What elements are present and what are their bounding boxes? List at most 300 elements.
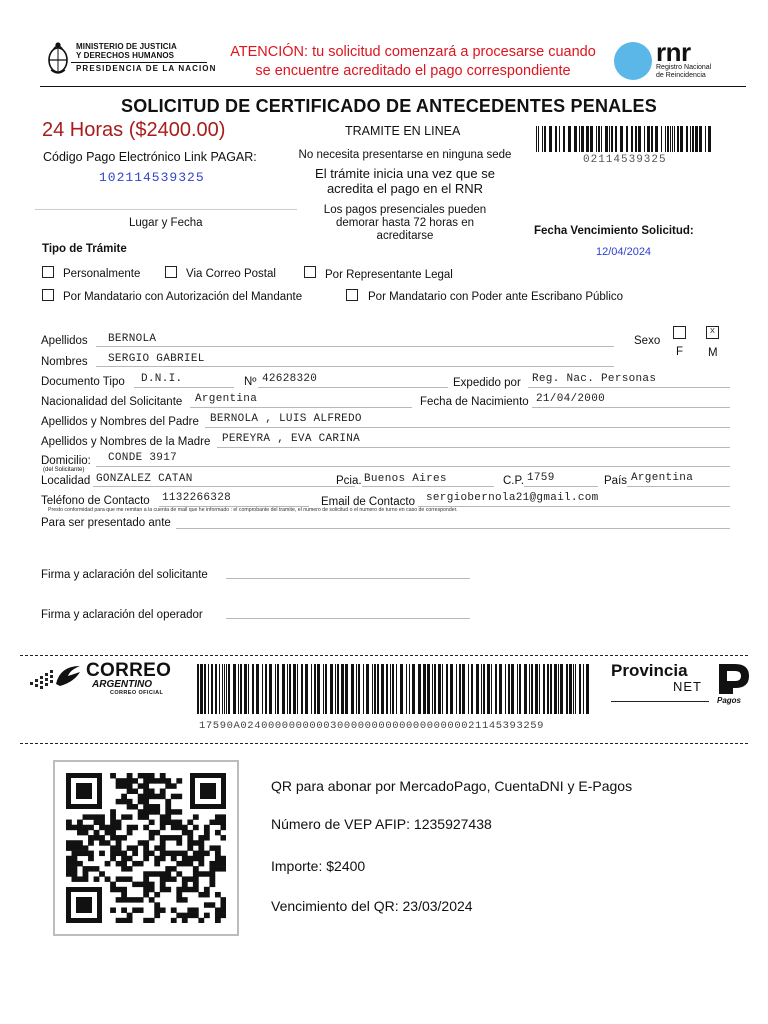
qr-module: [149, 804, 155, 809]
nacionalidad-value: Argentina: [195, 393, 258, 405]
barcode-bar: [282, 664, 285, 714]
qr-module: [110, 882, 116, 887]
tramite-en-linea: TRAMITE EN LINEA: [345, 124, 461, 138]
apellidos-value: BERNOLA: [108, 333, 157, 345]
qr-module: [220, 825, 226, 830]
qr-module: [143, 809, 149, 814]
qr-module: [165, 783, 171, 788]
localidad-label: Localidad: [41, 475, 91, 487]
qr-module: [171, 835, 177, 840]
barcode-bar: [499, 664, 502, 714]
qr-module: [215, 913, 221, 918]
qr-module: [165, 809, 171, 814]
qr-module: [187, 856, 193, 861]
qr-module: [171, 825, 177, 830]
qr-module: [193, 825, 199, 830]
qr-module: [193, 851, 199, 856]
qr-module: [193, 882, 199, 887]
barcode-bar: [372, 664, 373, 714]
lugar-fecha-label: Lugar y Fecha: [129, 217, 203, 229]
qr-module: [127, 876, 133, 881]
barcode-bar: [583, 664, 584, 714]
qr-module: [88, 835, 94, 840]
qr-module: [154, 856, 160, 861]
firma-operador-label: Firma y aclaración del operador: [41, 609, 203, 621]
pagos-pres-2: demorar hasta 72 horas en: [335, 217, 475, 229]
nacionalidad-line: [190, 407, 412, 408]
qr-module: [171, 820, 177, 825]
barcode-bar: [248, 664, 249, 714]
barcode-bar: [601, 126, 602, 152]
qr-module: [116, 851, 122, 856]
barcode-bar: [563, 126, 565, 152]
pagos-p-logo-icon: [715, 662, 751, 694]
rnr-sub-2: de Reincidencia: [656, 71, 706, 79]
qr-module: [83, 814, 89, 819]
barcode-bar: [481, 664, 482, 714]
qr-module: [209, 876, 215, 881]
qr-module: [176, 861, 182, 866]
qr-module: [143, 876, 149, 881]
qr-module: [215, 856, 221, 861]
qr-module: [209, 820, 215, 825]
qr-module: [116, 840, 122, 845]
qr-module: [127, 814, 133, 819]
qr-module: [165, 876, 171, 881]
qr-module: [215, 866, 221, 871]
barcode-bar: [708, 126, 711, 152]
qr-module: [198, 856, 204, 861]
mercadopago-qr-code[interactable]: [66, 773, 226, 923]
qr-module: [110, 887, 116, 892]
barcode-bar: [471, 664, 473, 714]
qr-module: [198, 835, 204, 840]
barcode-bar: [277, 664, 279, 714]
barcode-bar: [550, 664, 552, 714]
qr-module: [66, 861, 72, 866]
qr-module: [193, 913, 199, 918]
barcode-bar: [672, 126, 673, 152]
qr-module: [193, 907, 199, 912]
qr-module: [116, 835, 122, 840]
barcode-bar: [396, 664, 397, 714]
barcode-bar: [538, 126, 539, 152]
qr-module: [88, 825, 94, 830]
qr-module: [165, 866, 171, 871]
checkbox-representante[interactable]: [304, 266, 316, 278]
qr-module: [132, 897, 138, 902]
nombres-line: [96, 366, 614, 367]
barcode-bar: [377, 664, 379, 714]
barcode-bar: [297, 664, 298, 714]
firma-solicitante-label: Firma y aclaración del solicitante: [41, 569, 208, 581]
barcode-bar: [459, 664, 461, 714]
qr-module: [149, 851, 155, 856]
barcode-bar: [208, 664, 209, 714]
qr-module: [77, 830, 83, 835]
opt-personalmente-label: Personalmente: [63, 268, 141, 280]
barcode-bar: [483, 664, 485, 714]
doc-tipo-line: [134, 387, 234, 388]
qr-module: [187, 830, 193, 835]
qr-module: [160, 845, 166, 850]
qr-module: [193, 887, 199, 892]
opt-correo-label: Via Correo Postal: [186, 268, 276, 280]
localidad-line: [93, 486, 355, 487]
qr-module: [99, 820, 105, 825]
barcode-bar: [544, 126, 546, 152]
qr-module: [160, 876, 166, 881]
qr-module: [83, 830, 89, 835]
barcode-bar: [211, 664, 213, 714]
qr-module: [110, 830, 116, 835]
qr-module: [204, 825, 210, 830]
barcode-bar: [358, 664, 360, 714]
telefono-value: 1132266328: [162, 492, 232, 504]
barcode-bar: [197, 664, 199, 714]
qr-module: [132, 861, 138, 866]
presentado-label: Para ser presentado ante: [41, 517, 171, 529]
qr-module: [77, 861, 83, 866]
qr-module: [187, 835, 193, 840]
barcode-bar: [598, 126, 600, 152]
barcode-bar: [226, 664, 227, 714]
qr-module: [121, 892, 127, 897]
barcode-bar: [586, 126, 589, 152]
qr-module: [220, 820, 226, 825]
qr-module: [143, 892, 149, 897]
barcode-bar: [651, 126, 653, 152]
qr-module: [99, 825, 105, 830]
firma-operador-line: [226, 618, 470, 619]
sexo-label: Sexo: [634, 335, 661, 347]
qr-module: [149, 830, 155, 835]
qr-module: [121, 907, 127, 912]
qr-module: [215, 861, 221, 866]
barcode-bar: [432, 664, 433, 714]
qr-module: [198, 871, 204, 876]
qr-module: [72, 871, 78, 876]
qr-module: [154, 778, 160, 783]
qr-module: [127, 845, 133, 850]
barcode-bar: [670, 126, 671, 152]
documento-tipo-label: Documento Tipo: [41, 376, 125, 388]
lugar-fecha-line: [35, 209, 297, 210]
padre-line: [205, 427, 730, 428]
barcode-bar: [325, 664, 327, 714]
barcode-bar: [638, 126, 641, 152]
qr-module: [143, 918, 149, 923]
barcode-bar: [330, 664, 333, 714]
qr-module: [204, 851, 210, 856]
qr-module: [143, 825, 149, 830]
telefono-label: Teléfono de Contacto: [41, 495, 150, 507]
qr-importe-text: Importe: $2400: [271, 858, 366, 874]
atencion-line-1: ATENCIÓN: tu solicitud comenzará a procesarse cuando: [230, 44, 596, 60]
madre-value: PEREYRA , EVA CARINA: [222, 433, 361, 445]
qr-module: [66, 845, 72, 850]
qr-module: [154, 809, 160, 814]
barcode-bar: [450, 664, 453, 714]
qr-module: [143, 882, 149, 887]
qr-module: [154, 794, 160, 799]
qr-module: [143, 845, 149, 850]
qr-module: [209, 871, 215, 876]
qr-module: [143, 799, 149, 804]
barcode-bar: [240, 664, 242, 714]
qr-module: [198, 840, 204, 845]
qr-module: [143, 887, 149, 892]
qr-module: [94, 866, 100, 871]
qr-module: [176, 840, 182, 845]
qr-module: [204, 835, 210, 840]
qr-module: [149, 835, 155, 840]
qr-module: [132, 845, 138, 850]
qr-module: [209, 866, 215, 871]
qr-finder-pattern: [200, 783, 216, 799]
barcode-bar: [363, 664, 364, 714]
barcode-bar: [219, 664, 220, 714]
barcode-bar: [491, 664, 492, 714]
qr-module: [143, 871, 149, 876]
barcode-bar: [581, 126, 584, 152]
qr-module: [127, 913, 133, 918]
qr-module: [110, 809, 116, 814]
checkbox-sexo-f[interactable]: [673, 326, 686, 339]
barcode-bar: [559, 126, 560, 152]
barcode-bar: [511, 664, 514, 714]
qr-module: [143, 783, 149, 788]
barcode-bar: [620, 126, 623, 152]
qr-module: [187, 840, 193, 845]
apellidos-label: Apellidos: [41, 335, 88, 347]
qr-module: [88, 814, 94, 819]
documento-tipo-value: D.N.I.: [141, 373, 183, 385]
qr-module: [143, 840, 149, 845]
qr-module: [99, 835, 105, 840]
qr-module: [165, 778, 171, 783]
qr-module: [77, 845, 83, 850]
barcode-bar: [579, 126, 580, 152]
qr-module: [110, 851, 116, 856]
qr-module: [66, 825, 72, 830]
qr-module: [204, 887, 210, 892]
qr-module: [171, 876, 177, 881]
barcode-bar: [351, 664, 354, 714]
qr-module: [132, 778, 138, 783]
vencimiento-label: Fecha Vencimiento Solicitud:: [534, 225, 694, 237]
qr-module: [99, 840, 105, 845]
qr-module: [110, 825, 116, 830]
barcode-bar: [311, 664, 312, 714]
checkbox-mandatario-poder[interactable]: [346, 289, 358, 301]
qr-module: [220, 835, 226, 840]
barcode-bar: [215, 664, 217, 714]
qr-module: [198, 851, 204, 856]
qr-module: [215, 918, 221, 923]
qr-module: [143, 851, 149, 856]
tramite-inicia: [275, 166, 535, 196]
checkbox-sexo-m[interactable]: [706, 326, 719, 339]
qr-module: [66, 871, 72, 876]
barcode-bar: [524, 664, 527, 714]
qr-module: [160, 840, 166, 845]
correo-argentino-logo-icon: [30, 662, 84, 690]
barcode-bar: [233, 664, 236, 714]
checkbox-personalmente[interactable]: [42, 266, 54, 278]
expedido-line: [528, 387, 730, 388]
qr-module: [132, 825, 138, 830]
barcode-bar: [692, 126, 694, 152]
barcode-bar: [626, 126, 628, 152]
top-barcode-number: 02114539325: [583, 154, 667, 166]
qr-module: [143, 804, 149, 809]
qr-module: [165, 814, 171, 819]
sexo-m-mark: x: [709, 326, 716, 336]
barcode-bar: [269, 664, 272, 714]
qr-module: [110, 835, 116, 840]
qr-module: [105, 876, 111, 881]
qr-module: [182, 825, 188, 830]
qr-module: [160, 887, 166, 892]
barcode-bar: [699, 126, 702, 152]
barcode-bar: [635, 126, 637, 152]
qr-module: [121, 876, 127, 881]
qr-module: [154, 804, 160, 809]
qr-module: [176, 809, 182, 814]
qr-module: [176, 778, 182, 783]
doc-num-label: Nº: [244, 376, 257, 388]
correo-name: CORREO: [86, 660, 172, 681]
tipo-tramite-label: Tipo de Trámite: [42, 243, 127, 255]
qr-module: [176, 851, 182, 856]
qr-module: [83, 845, 89, 850]
barcode-bar: [590, 126, 593, 152]
qr-module: [220, 907, 226, 912]
cp-line: [524, 486, 598, 487]
qr-module: [149, 871, 155, 876]
barcode-bar: [434, 664, 436, 714]
qr-module: [182, 882, 188, 887]
ministry-line-2: Y DERECHOS HUMANOS: [76, 51, 175, 60]
qr-module: [77, 851, 83, 856]
codigo-pago-value: 102114539325: [99, 170, 205, 185]
doc-num-value: 42628320: [262, 373, 318, 385]
qr-module: [127, 773, 133, 778]
qr-module: [149, 882, 155, 887]
qr-module: [88, 856, 94, 861]
barcode-bar: [400, 664, 403, 714]
qr-module: [66, 856, 72, 861]
localidad-value: GONZALEZ CATAN: [96, 473, 193, 485]
provincia-text: Provincia: [611, 661, 688, 680]
presidencia-text: PRESIDENCIA DE LA NACION: [76, 64, 217, 73]
barcode-bar: [427, 664, 430, 714]
firma-solicitante-line: [226, 578, 470, 579]
pagos-presenciales: [288, 204, 522, 243]
barcode-bar: [244, 664, 247, 714]
qr-module: [171, 856, 177, 861]
qr-module: [198, 861, 204, 866]
qr-module: [116, 876, 122, 881]
qr-module: [154, 861, 160, 866]
qr-module: [149, 789, 155, 794]
qr-module: [72, 876, 78, 881]
qr-module: [182, 918, 188, 923]
payment-barcode: [197, 664, 591, 714]
qr-module: [209, 861, 215, 866]
barcode-bar: [335, 664, 336, 714]
qr-module: [88, 851, 94, 856]
qr-module: [83, 871, 89, 876]
barcode-bar: [529, 664, 530, 714]
qr-module: [127, 866, 133, 871]
barcode-bar: [293, 664, 296, 714]
pagos-text: Pagos: [717, 696, 742, 705]
barcode-bar: [547, 664, 549, 714]
qr-module: [160, 907, 166, 912]
qr-module: [165, 835, 171, 840]
qr-module: [66, 866, 72, 871]
cut-line-top: [20, 655, 748, 656]
qr-module: [127, 804, 133, 809]
atencion-line-2: se encuentre acreditado el pago correspondiente: [255, 63, 571, 79]
qr-module: [83, 876, 89, 881]
barcode-bar: [200, 664, 203, 714]
qr-module: [143, 778, 149, 783]
barcode-bar: [301, 664, 303, 714]
qr-module: [160, 851, 166, 856]
barcode-bar: [476, 664, 479, 714]
qr-module: [165, 804, 171, 809]
qr-module: [187, 913, 193, 918]
qr-module: [94, 814, 100, 819]
cut-line-bottom: [20, 743, 748, 744]
qr-module: [171, 907, 177, 912]
barcode-bar: [686, 126, 688, 152]
pcia-label: Pcia.: [336, 475, 362, 487]
barcode-bar: [287, 664, 288, 714]
qr-module: [116, 799, 122, 804]
qr-module: [138, 814, 144, 819]
cp-value: 1759: [527, 472, 555, 484]
qr-module: [149, 794, 155, 799]
barcode-bar: [406, 664, 407, 714]
barcode-bar: [256, 664, 259, 714]
qr-module: [110, 856, 116, 861]
barcode-bar: [275, 664, 276, 714]
atencion-notice: [222, 43, 604, 81]
barcode-bar: [505, 664, 506, 714]
doc-num-line: [258, 387, 448, 388]
checkbox-mandatario-autorizacion[interactable]: [42, 289, 54, 301]
barcode-bar: [495, 664, 497, 714]
qr-module: [176, 892, 182, 897]
qr-module: [143, 789, 149, 794]
qr-module: [171, 783, 177, 788]
qr-module: [160, 882, 166, 887]
checkbox-correo-postal[interactable]: [165, 266, 177, 278]
qr-module: [187, 887, 193, 892]
barcode-bar: [560, 664, 563, 714]
qr-module: [176, 825, 182, 830]
expedido-value: Reg. Nac. Personas: [532, 373, 657, 385]
qr-module: [182, 861, 188, 866]
qr-module: [138, 840, 144, 845]
barcode-bar: [615, 126, 617, 152]
ministry-block: [76, 42, 216, 73]
barcode-bar: [487, 664, 490, 714]
